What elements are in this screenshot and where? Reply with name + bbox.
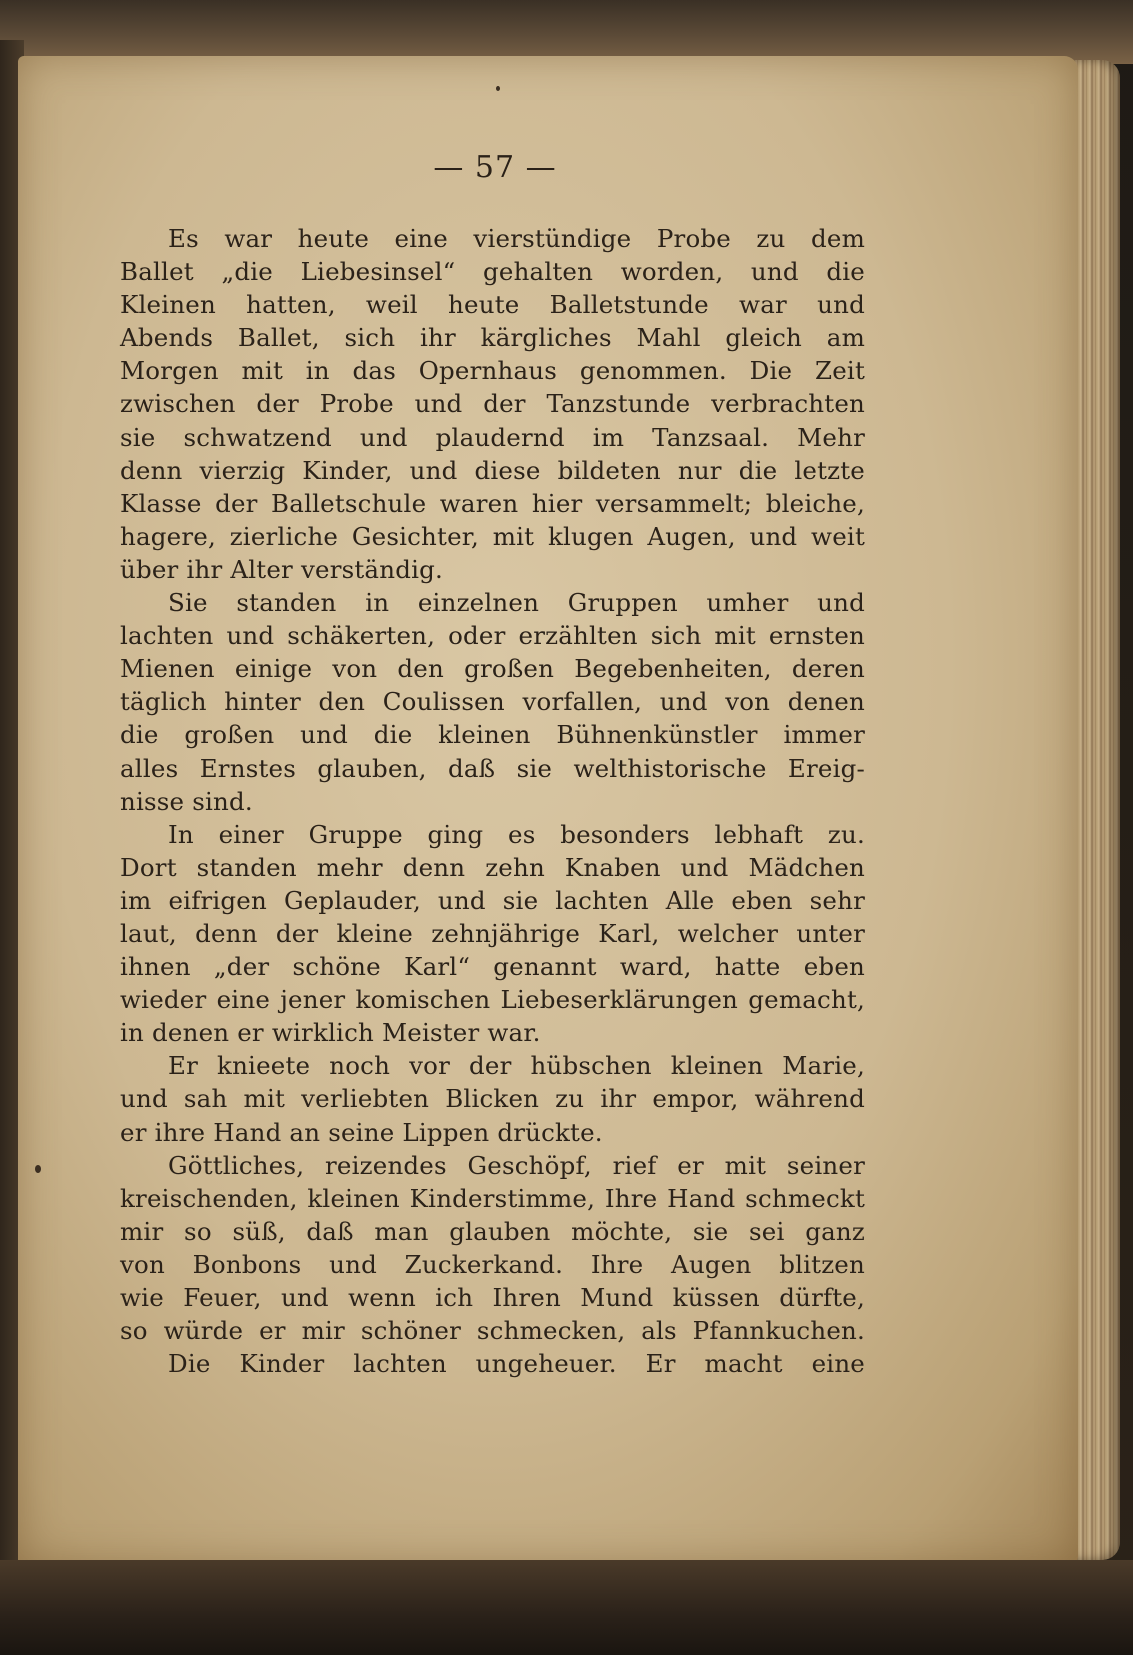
text-line: mir so süß, daß man glauben möchte, sie sei ganz — [120, 1216, 865, 1246]
text-line: ihnen „der schöne Karl“ genannt ward, hatte eben — [120, 952, 865, 982]
text-line: kreischenden, kleinen Kinderstimme, Ihre Hand schmeckt — [120, 1183, 865, 1213]
text-line: er ihre Hand an seine Lippen drückte. — [120, 1117, 603, 1147]
text-line: Göttliches, reizendes Geschöpf, rief er mit seiner — [168, 1150, 865, 1180]
text-line: Sie standen in einzelnen Gruppen umher und — [168, 588, 865, 618]
text-line: so würde er mir schöner schmecken, als Pfannkuchen. — [120, 1316, 865, 1346]
page-number: — 57 — — [433, 150, 557, 185]
text-line: von Bonbons und Zuckerkand. Ihre Augen blitzen — [120, 1249, 865, 1279]
text-line: Es war heute eine vierstündige Probe zu dem — [168, 224, 865, 253]
text-line: nisse sind. — [120, 786, 253, 816]
text-line: Mienen einige von den großen Begebenheiten, deren — [120, 654, 865, 684]
text-line: Dort standen mehr denn zehn Knaben und Mädchen — [120, 852, 865, 882]
text-line: Er knieete noch vor der hübschen kleinen Marie, — [168, 1051, 865, 1081]
text-line: über ihr Alter verständig. — [120, 554, 443, 584]
text-line: in denen er wirklich Meister war. — [120, 1018, 541, 1048]
text-line: täglich hinter den Coulissen vorfallen, und von denen — [120, 687, 865, 717]
text-line: Klasse der Balletschule waren hier versammelt; bleiche, — [120, 488, 865, 518]
text-line: im eifrigen Geplauder, und sie lachten Alle eben sehr — [120, 885, 865, 915]
text-line: wie Feuer, und wenn ich Ihren Mund küssen dürfte, — [120, 1283, 865, 1312]
text-line: wieder eine jener komischen Liebeserklärungen gemacht, — [120, 985, 865, 1015]
text-line: laut, denn der kleine zehnjährige Karl, welcher unter — [120, 918, 865, 948]
text-line: und sah mit verliebten Blicken zu ihr empor, während — [120, 1084, 865, 1114]
text-line: sie schwatzend und plaudernd im Tanzsaal. Mehr — [120, 422, 865, 452]
text-line: Die Kinder lachten ungeheuer. Er macht eine — [168, 1349, 865, 1379]
ink-speck — [35, 1165, 41, 1173]
text-line: Morgen mit in das Opernhaus genommen. Die Zeit — [120, 356, 865, 386]
text-line: Ballet „die Liebesinsel“ gehalten worden, und die — [120, 257, 865, 287]
text-line: hagere, zierliche Gesichter, mit klugen Augen, und weit — [120, 521, 865, 551]
text-line: die großen und die kleinen Bühnenkünstler immer — [120, 720, 865, 750]
text-line: Abends Ballet, sich ihr kärgliches Mahl gleich am — [120, 323, 865, 353]
body-text — [120, 222, 865, 1380]
book-cover-top — [0, 0, 1133, 64]
text-line: zwischen der Probe und der Tanzstunde verbrachten — [120, 389, 865, 419]
text-line: lachten und schäkerten, oder erzählten sich mit ernsten — [120, 621, 865, 651]
text-line: Kleinen hatten, weil heute Balletstunde war und — [120, 290, 865, 320]
ink-speck — [496, 86, 500, 91]
text-line: alles Ernstes glauben, daß sie welthistorische Ereig- — [120, 753, 865, 783]
text-line: denn vierzig Kinder, und diese bildeten nur die letzte — [120, 455, 865, 485]
text-line: In einer Gruppe ging es besonders lebhaft zu. — [168, 819, 865, 849]
book-cover-bottom — [0, 1560, 1133, 1655]
